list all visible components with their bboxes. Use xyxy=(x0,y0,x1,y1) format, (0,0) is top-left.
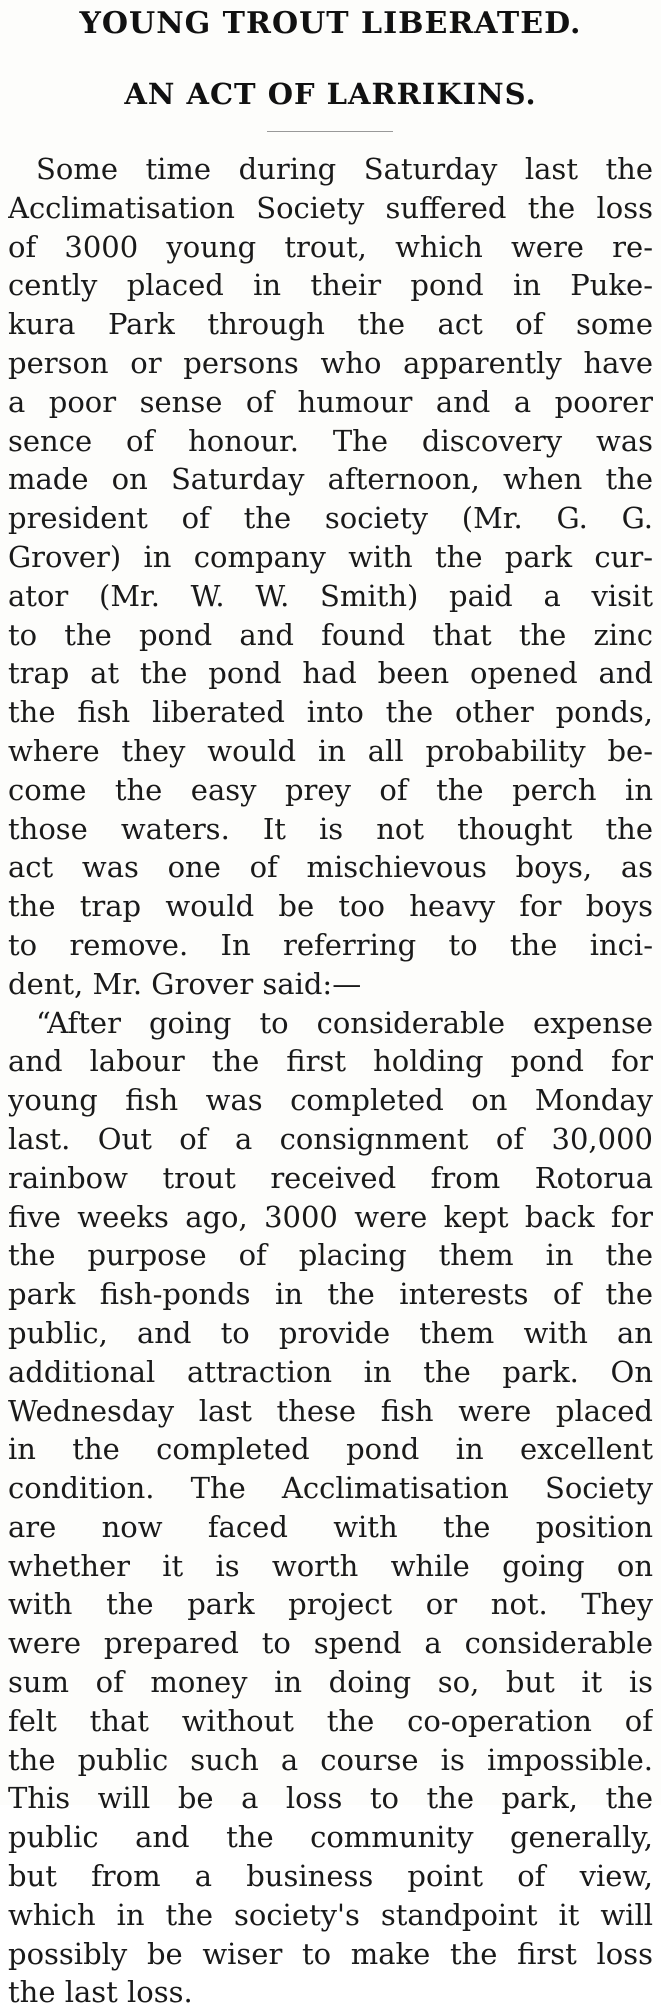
article-line: which in the society's standpoint it will xyxy=(8,1897,653,1932)
article-line: and labour the first holding pond for xyxy=(8,1044,653,1079)
article-line: with the park project or not. They xyxy=(8,1587,653,1622)
article-line: whether it is worth while going on xyxy=(8,1548,653,1583)
article-line: made on Saturday afternoon, when the xyxy=(8,462,653,497)
article-body xyxy=(8,150,653,2012)
article-line: young fish was completed on Monday xyxy=(8,1083,653,1118)
article-line: sence of honour. The discovery was xyxy=(8,423,653,458)
article-line: Wednesday last these fish were placed xyxy=(8,1393,653,1428)
article-line: to remove. In referring to the inci- xyxy=(8,927,653,962)
article-line: act was one of mischievous boys, as xyxy=(8,850,653,885)
article-line: rainbow trout received from Rotorua xyxy=(8,1160,653,1195)
article-line: kura Park through the act of some xyxy=(8,307,653,342)
article-line: where they would in all probability be- xyxy=(8,733,653,768)
article-subheadline: AN ACT OF LARRIKINS. xyxy=(124,77,537,111)
article-line: Some time during Saturday last the xyxy=(36,152,653,186)
article-line: Grover) in company with the park cur- xyxy=(8,539,653,574)
article-line: the public such a course is impossible. xyxy=(8,1742,653,1777)
article-line: the trap would be too heavy for boys xyxy=(8,889,653,924)
article-line: sum of money in doing so, but it is xyxy=(8,1665,653,1700)
article-line: but from a business point of view, xyxy=(8,1859,653,1894)
article-line: condition. The Acclimatisation Society xyxy=(8,1471,653,1506)
article-line: to the pond and found that the zinc xyxy=(8,617,653,652)
article-line: cently placed in their pond in Puke- xyxy=(8,268,653,303)
article-line: person or persons who apparently have xyxy=(8,345,653,380)
article-line: felt that without the co-operation of xyxy=(8,1703,653,1738)
article-line: the last loss. xyxy=(8,1975,193,2010)
article-line: a poor sense of humour and a poorer xyxy=(8,384,653,419)
article-line: public, and to provide them with an xyxy=(8,1315,653,1350)
article-line: the fish liberated into the other ponds, xyxy=(8,695,653,730)
article-line: public and the community generally, xyxy=(8,1820,653,1855)
article-line: This will be a loss to the park, the xyxy=(8,1781,653,1816)
article-line: the purpose of placing them in the xyxy=(8,1238,653,1273)
article-line: are now faced with the position xyxy=(8,1509,653,1544)
article-line: “After going to considerable expense xyxy=(36,1005,653,1040)
article-line: park fish-ponds in the interests of the xyxy=(8,1277,653,1312)
article-line: were prepared to spend a considerable xyxy=(8,1626,653,1661)
headline-divider xyxy=(267,131,393,132)
article-line: come the easy prey of the perch in xyxy=(8,772,653,807)
article-line: additional attraction in the park. On xyxy=(8,1354,653,1389)
article-headline: YOUNG TROUT LIBERATED. xyxy=(79,6,582,41)
article-line: those waters. It is not thought the xyxy=(8,811,653,846)
article-line: dent, Mr. Grover said:— xyxy=(8,966,362,1001)
article-line: Acclimatisation Society suffered the loss xyxy=(8,190,653,225)
article-line: in the completed pond in excellent xyxy=(8,1432,653,1467)
article-line: president of the society (Mr. G. G. xyxy=(8,501,653,536)
article-line: last. Out of a consignment of 30,000 xyxy=(8,1121,653,1156)
article-line: possibly be wiser to make the first loss xyxy=(8,1936,653,1971)
article-line: five weeks ago, 3000 were kept back for xyxy=(8,1199,653,1234)
article-line: trap at the pond had been opened and xyxy=(8,656,653,691)
article-line: of 3000 young trout, which were re- xyxy=(8,229,653,264)
article-line: ator (Mr. W. W. Smith) paid a visit xyxy=(8,578,653,613)
